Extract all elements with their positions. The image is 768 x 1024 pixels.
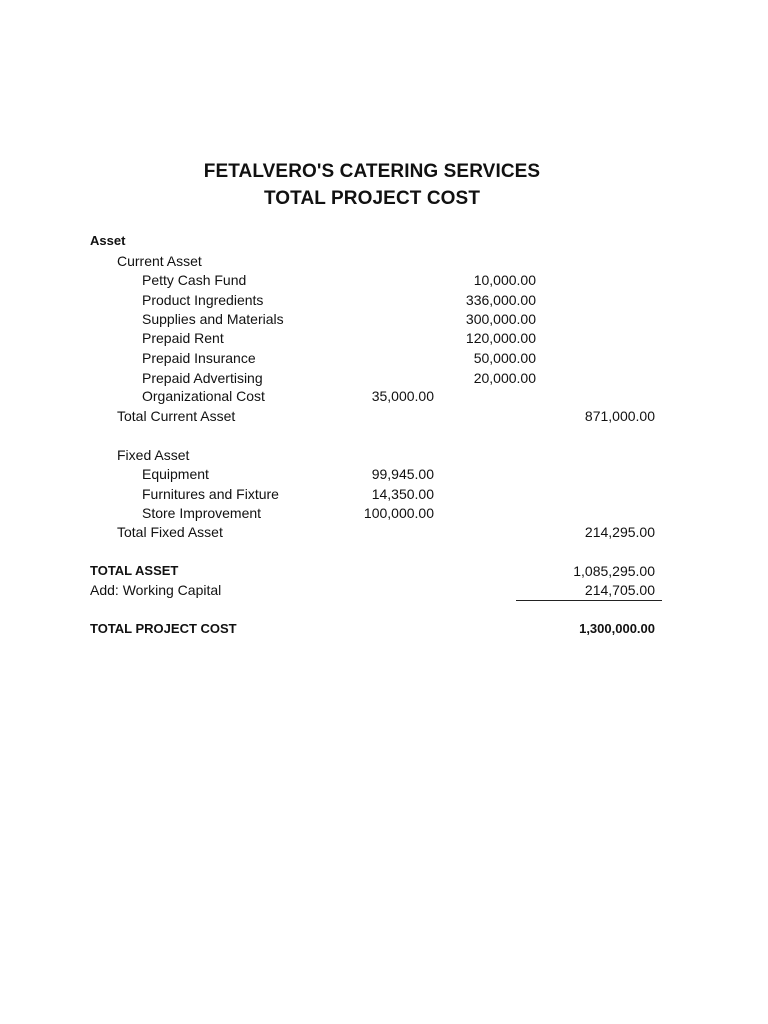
line-item-amount: 10,000.00 <box>473 272 536 288</box>
total-asset-amount: 1,085,295.00 <box>573 563 655 579</box>
total-asset-row <box>0 561 768 581</box>
total-current-asset-amount: 871,000.00 <box>584 408 655 424</box>
total-project-cost-label: TOTAL PROJECT COST <box>90 621 237 636</box>
company-name: FETALVERO'S CATERING SERVICES <box>203 161 541 182</box>
line-item-label: Prepaid Rent <box>142 330 224 346</box>
total-current-asset-row <box>0 406 768 426</box>
line-item-row <box>0 328 768 348</box>
working-capital-amount: 214,705.00 <box>584 582 655 598</box>
line-item-row <box>0 368 768 388</box>
total-fixed-asset-amount: 214,295.00 <box>584 524 655 540</box>
total-fixed-asset-row <box>0 522 768 542</box>
line-item-amount: 99,945.00 <box>371 466 434 482</box>
line-item-row <box>0 484 768 504</box>
line-item-label: Prepaid Advertising <box>142 370 263 386</box>
line-item-amount: 20,000.00 <box>473 370 536 386</box>
line-item-amount: 100,000.00 <box>363 505 434 521</box>
line-item-label: Furnitures and Fixture <box>142 486 279 502</box>
line-item-label: Equipment <box>142 466 209 482</box>
line-item-label: Prepaid Insurance <box>142 350 256 366</box>
line-item-row <box>0 348 768 368</box>
line-item-row <box>0 290 768 310</box>
org-cost-label: Organizational Cost <box>142 388 265 404</box>
total-project-cost-amount: 1,300,000.00 <box>579 621 655 636</box>
fixed-asset-heading: Fixed Asset <box>117 447 190 463</box>
line-item-label: Petty Cash Fund <box>142 272 247 288</box>
line-item-amount: 120,000.00 <box>465 330 536 346</box>
line-item-amount: 336,000.00 <box>465 292 536 308</box>
org-cost-amount: 35,000.00 <box>371 388 434 404</box>
report-title: TOTAL PROJECT COST <box>263 188 481 209</box>
total-fixed-asset-label: Total Fixed Asset <box>117 524 223 540</box>
current-asset-heading: Current Asset <box>117 253 202 269</box>
subtotal-rule <box>516 600 662 601</box>
line-item-row <box>0 270 768 290</box>
asset-heading-row <box>0 231 768 251</box>
org-cost-row <box>0 386 768 406</box>
fixed-asset-heading-row <box>0 445 768 465</box>
line-item-label: Store Improvement <box>142 505 262 521</box>
asset-heading: Asset <box>90 233 126 248</box>
line-item-amount: 14,350.00 <box>371 486 434 502</box>
total-current-asset-label: Total Current Asset <box>117 408 236 424</box>
line-item-label: Supplies and Materials <box>142 311 284 327</box>
working-capital-row <box>0 580 768 600</box>
line-item-amount: 300,000.00 <box>465 311 536 327</box>
total-asset-label: TOTAL ASSET <box>90 563 179 578</box>
working-capital-label: Add: Working Capital <box>90 582 222 598</box>
current-asset-heading-row <box>0 251 768 271</box>
line-item-row <box>0 464 768 484</box>
line-item-row <box>0 503 768 523</box>
line-item-label: Product Ingredients <box>142 292 264 308</box>
line-item-amount: 50,000.00 <box>473 350 536 366</box>
line-item-row <box>0 309 768 329</box>
total-project-cost-row <box>0 619 768 639</box>
